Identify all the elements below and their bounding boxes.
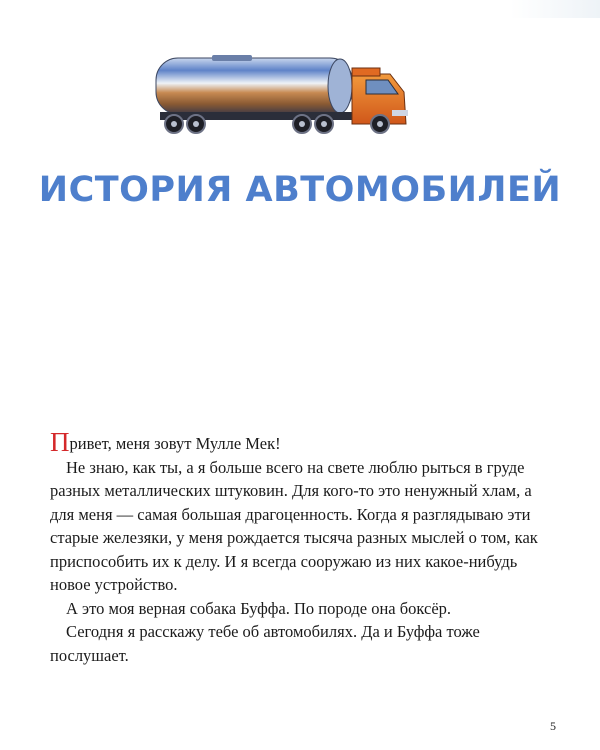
page-title: ИСТОРИЯ АВТОМОБИЛЕЙ: [38, 170, 562, 210]
drop-cap-letter: П: [50, 427, 70, 457]
story-text: [50, 427, 550, 667]
story-paragraph-1: Не знаю, как ты, а я больше всего на свете люблю рыться в груде разных металлических штуковин. Для кого-то это ненужный хлам, а для меня — самая большая драгоценность. Когда я разглядываю эти старые железяки, у меня рождается тысяча разных мыслей о том, как приспособить их к делу. И я всегда сооружаю из них какое-нибудь новое устройство.: [50, 457, 538, 594]
page-corner-shade: [510, 0, 600, 18]
tanker-truck-illustration: [152, 52, 414, 144]
greeting-text: ривет, меня зовут Мулле Мек!: [69, 434, 281, 453]
story-paragraph-3: Сегодня я расскажу тебе об автомобилях. Да и Буффа тоже послушает.: [50, 622, 480, 665]
greeting-paragraph: [50, 427, 550, 457]
story-paragraph-2: А это моя верная собака Буффа. По породе она боксёр.: [66, 598, 452, 618]
page-number: 5: [550, 719, 556, 733]
